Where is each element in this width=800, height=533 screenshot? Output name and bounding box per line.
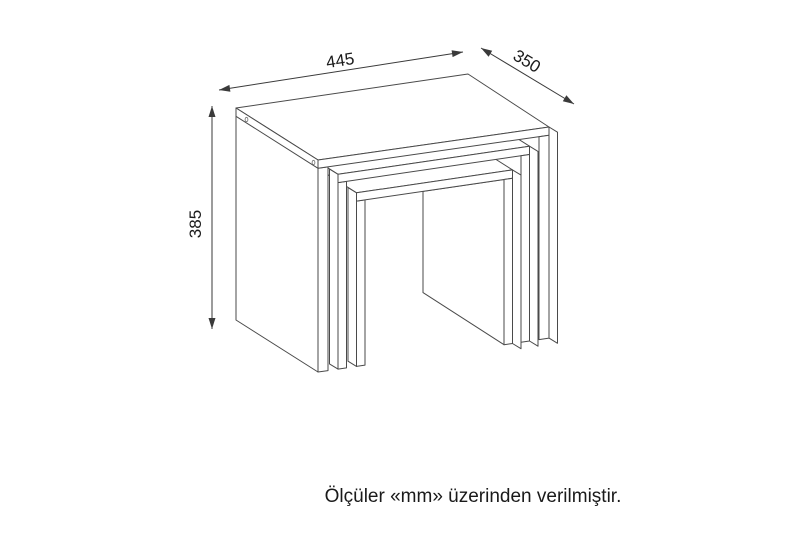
table-medium-left-panel-front-edge — [338, 181, 347, 369]
units-caption: Ölçüler «mm» üzerinden verilmiştir. — [324, 486, 622, 507]
table-large-right-panel-front-edge — [539, 135, 549, 339]
table-small-right-panel-inner-face — [423, 180, 504, 345]
table-large-left-panel-front-edge — [318, 167, 328, 372]
dimension-height — [186, 106, 216, 329]
table-large-right-panel-outer-sliver — [549, 127, 558, 343]
height-arrowhead-top — [209, 106, 216, 117]
width-arrowhead-left — [219, 85, 230, 92]
depth-arrowhead-bottom — [563, 95, 574, 104]
table-medium-left-panel-outer-sliver — [330, 169, 339, 369]
depth-arrowhead-top — [481, 48, 492, 57]
table-medium-right-panel-front-edge — [521, 155, 530, 343]
table-small-left-panel-outer-sliver — [348, 188, 357, 367]
table-small-right-panel-front-edge — [504, 178, 513, 344]
height-dimension-label: 385 — [186, 209, 205, 239]
table-small-left-panel-front-edge — [357, 200, 366, 367]
width-arrowhead-right — [452, 50, 463, 57]
table-medium-right-panel-outer-sliver — [530, 146, 539, 346]
depth-dimension-label: 350 — [509, 45, 544, 77]
width-dimension-label: 445 — [324, 49, 356, 73]
height-arrowhead-bottom — [209, 318, 216, 329]
table-small-right-panel-outer-sliver — [513, 170, 522, 349]
